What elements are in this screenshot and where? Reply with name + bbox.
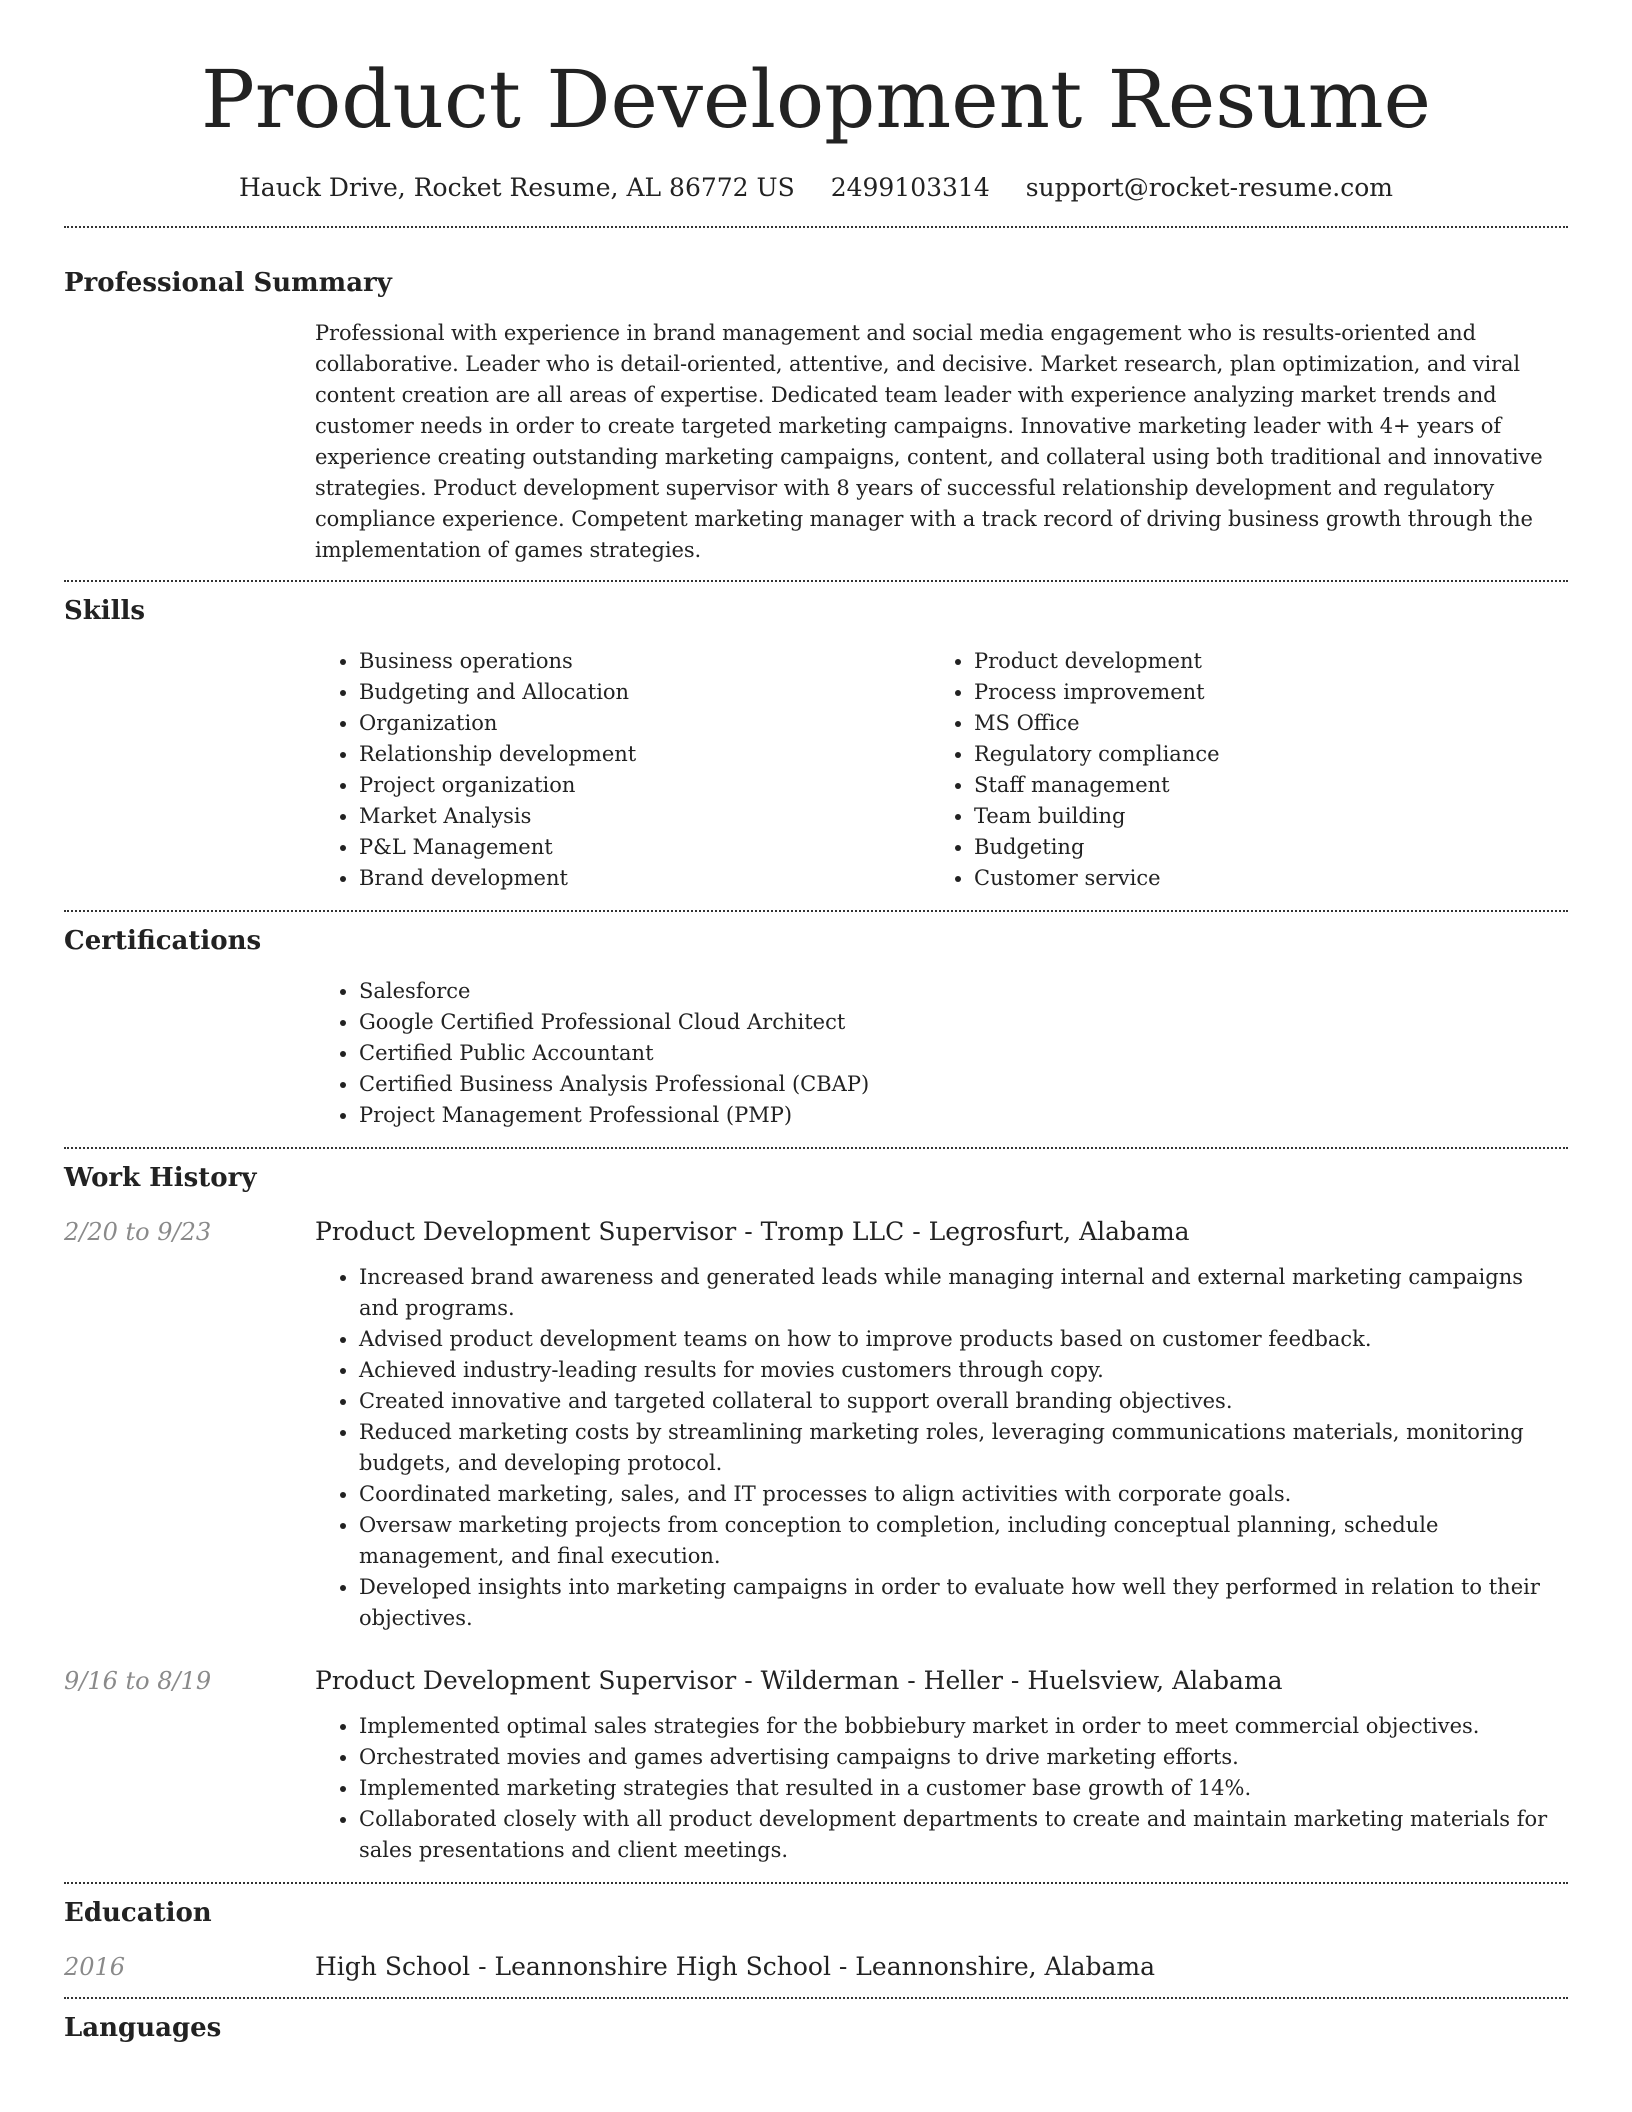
job-dates: 2/20 to 9/23: [64, 1218, 212, 1246]
job-header: [64, 1217, 1568, 1246]
skill-item: • Regulatory compliance: [974, 739, 1545, 770]
certification-item: • Project Management Professional (PMP): [359, 1100, 1568, 1131]
skill-item: • Product development: [974, 646, 1545, 677]
job-title: Product Development Supervisor - Wilderman - Heller - Huelsview, Alabama: [315, 1666, 1283, 1695]
skill-item: • Process improvement: [974, 677, 1545, 708]
divider: [64, 1997, 1568, 1999]
education-title: High School - Leannonshire High School - Leannonshire, Alabama: [315, 1952, 1156, 1981]
certification-item: • Salesforce: [359, 976, 1568, 1007]
job-bullet: • Orchestrated movies and games advertising campaigns to drive marketing efforts.: [359, 1742, 1568, 1773]
skill-item: • Budgeting and Allocation: [359, 677, 930, 708]
skills-grid: [315, 646, 1568, 894]
job-title: Product Development Supervisor - Tromp LLC - Legrosfurt, Alabama: [315, 1217, 1190, 1246]
job-bullet: • Oversaw marketing projects from conception to completion, including conceptual planning, schedule management, and final execution.: [359, 1510, 1568, 1572]
job-bullet: • Advised product development teams on how to improve products based on customer feedback.: [359, 1324, 1568, 1355]
job-bullet: • Reduced marketing costs by streamlining marketing roles, leveraging communications materials, monitoring budgets, and developing protocol.: [359, 1417, 1568, 1479]
skill-item: • Budgeting: [974, 832, 1545, 863]
education-dates: 2016: [64, 1953, 126, 1981]
education-entry: [64, 1952, 1568, 1981]
job-bullet: • Developed insights into marketing campaigns in order to evaluate how well they performed in relation to their objectives.: [359, 1572, 1568, 1634]
certification-item: • Certified Business Analysis Professional (CBAP): [359, 1069, 1568, 1100]
certifications-list: [315, 976, 1568, 1131]
contact-address: Hauck Drive, Rocket Resume, AL 86772 US: [238, 173, 795, 202]
work-history-section: [64, 1161, 1568, 1866]
divider: [64, 226, 1568, 228]
contact-phone: 2499103314: [830, 173, 990, 202]
job-bullet: • Created innovative and targeted collateral to support overall branding objectives.: [359, 1386, 1568, 1417]
section-title-summary: Professional Summary: [64, 268, 392, 298]
section-title-education: Education: [64, 1898, 212, 1928]
job-dates: 9/16 to 8/19: [64, 1667, 212, 1695]
job-bullet: • Coordinated marketing, sales, and IT processes to align activities with corporate goals.: [359, 1479, 1568, 1510]
job-bullets: [315, 1711, 1568, 1866]
job-bullet: • Achieved industry-leading results for movies customers through copy.: [359, 1355, 1568, 1386]
certifications-body: [315, 976, 1568, 1131]
skill-item: • Brand development: [359, 863, 930, 894]
skill-item: • Relationship development: [359, 739, 930, 770]
section-title-languages: Languages: [64, 2013, 222, 2043]
job-bullets: [315, 1262, 1568, 1634]
resume-title: Product Development Resume: [201, 53, 1431, 146]
section-title-skills: Skills: [64, 596, 146, 626]
skill-item: • MS Office: [974, 708, 1545, 739]
summary-section: [64, 266, 1568, 566]
job-bullet: • Implemented marketing strategies that resulted in a customer base growth of 14%.: [359, 1773, 1568, 1804]
skill-item: • P&L Management: [359, 832, 930, 863]
skill-item: • Market Analysis: [359, 801, 930, 832]
job-header: [64, 1666, 1568, 1695]
job-bullet: • Increased brand awareness and generated leads while managing internal and external marketing campaigns and programs.: [359, 1262, 1568, 1324]
divider: [64, 910, 1568, 912]
certification-item: • Certified Public Accountant: [359, 1038, 1568, 1069]
skill-item: • Customer service: [974, 863, 1545, 894]
skill-item: • Project organization: [359, 770, 930, 801]
divider: [64, 580, 1568, 582]
section-title-certifications: Certifications: [64, 926, 262, 956]
section-title-work-history: Work History: [64, 1163, 257, 1193]
skills-list-left: [315, 646, 930, 894]
job-body: [315, 1711, 1568, 1866]
certification-item: • Google Certified Professional Cloud Architect: [359, 1007, 1568, 1038]
job-body: [315, 1262, 1568, 1634]
contact-email: support@rocket-resume.com: [1025, 173, 1394, 202]
divider: [64, 1147, 1568, 1149]
skill-item: • Team building: [974, 801, 1545, 832]
skill-item: • Staff management: [974, 770, 1545, 801]
skills-section: [64, 594, 1568, 894]
resume-page: [64, 0, 1568, 2045]
certifications-section: [64, 924, 1568, 1131]
languages-section: [64, 2011, 1568, 2045]
summary-text: Professional with experience in brand management and social media engagement who is results-oriented and collaborative. Leader who is detail-oriented, attentive, and decisive. Market research, plan optimization, and viral content creation are all areas of expertise. Dedicated team leader with experience analyzing market trends and customer needs in order to create targeted marketing campaigns. Innovative marketing leader with 4+ years of experience creating outstanding marketing campaigns, content, and collateral using both traditional and innovative strategies. Product development supervisor with 8 years of successful relationship development and regulatory compliance experience. Competent marketing manager with a track record of driving business growth through the implementation of games strategies.: [315, 321, 1543, 562]
job-entry: [64, 1666, 1568, 1866]
skills-list-right: [930, 646, 1545, 894]
job-entry: [64, 1217, 1568, 1634]
contact-line: [64, 170, 1568, 206]
skill-item: • Business operations: [359, 646, 930, 677]
job-bullet: • Collaborated closely with all product development departments to create and maintain marketing materials for sales presentations and client meetings.: [359, 1804, 1568, 1866]
education-section: [64, 1896, 1568, 1981]
divider: [64, 1882, 1568, 1884]
job-bullet: • Implemented optimal sales strategies for the bobbiebury market in order to meet commercial objectives.: [359, 1711, 1568, 1742]
skill-item: • Organization: [359, 708, 930, 739]
